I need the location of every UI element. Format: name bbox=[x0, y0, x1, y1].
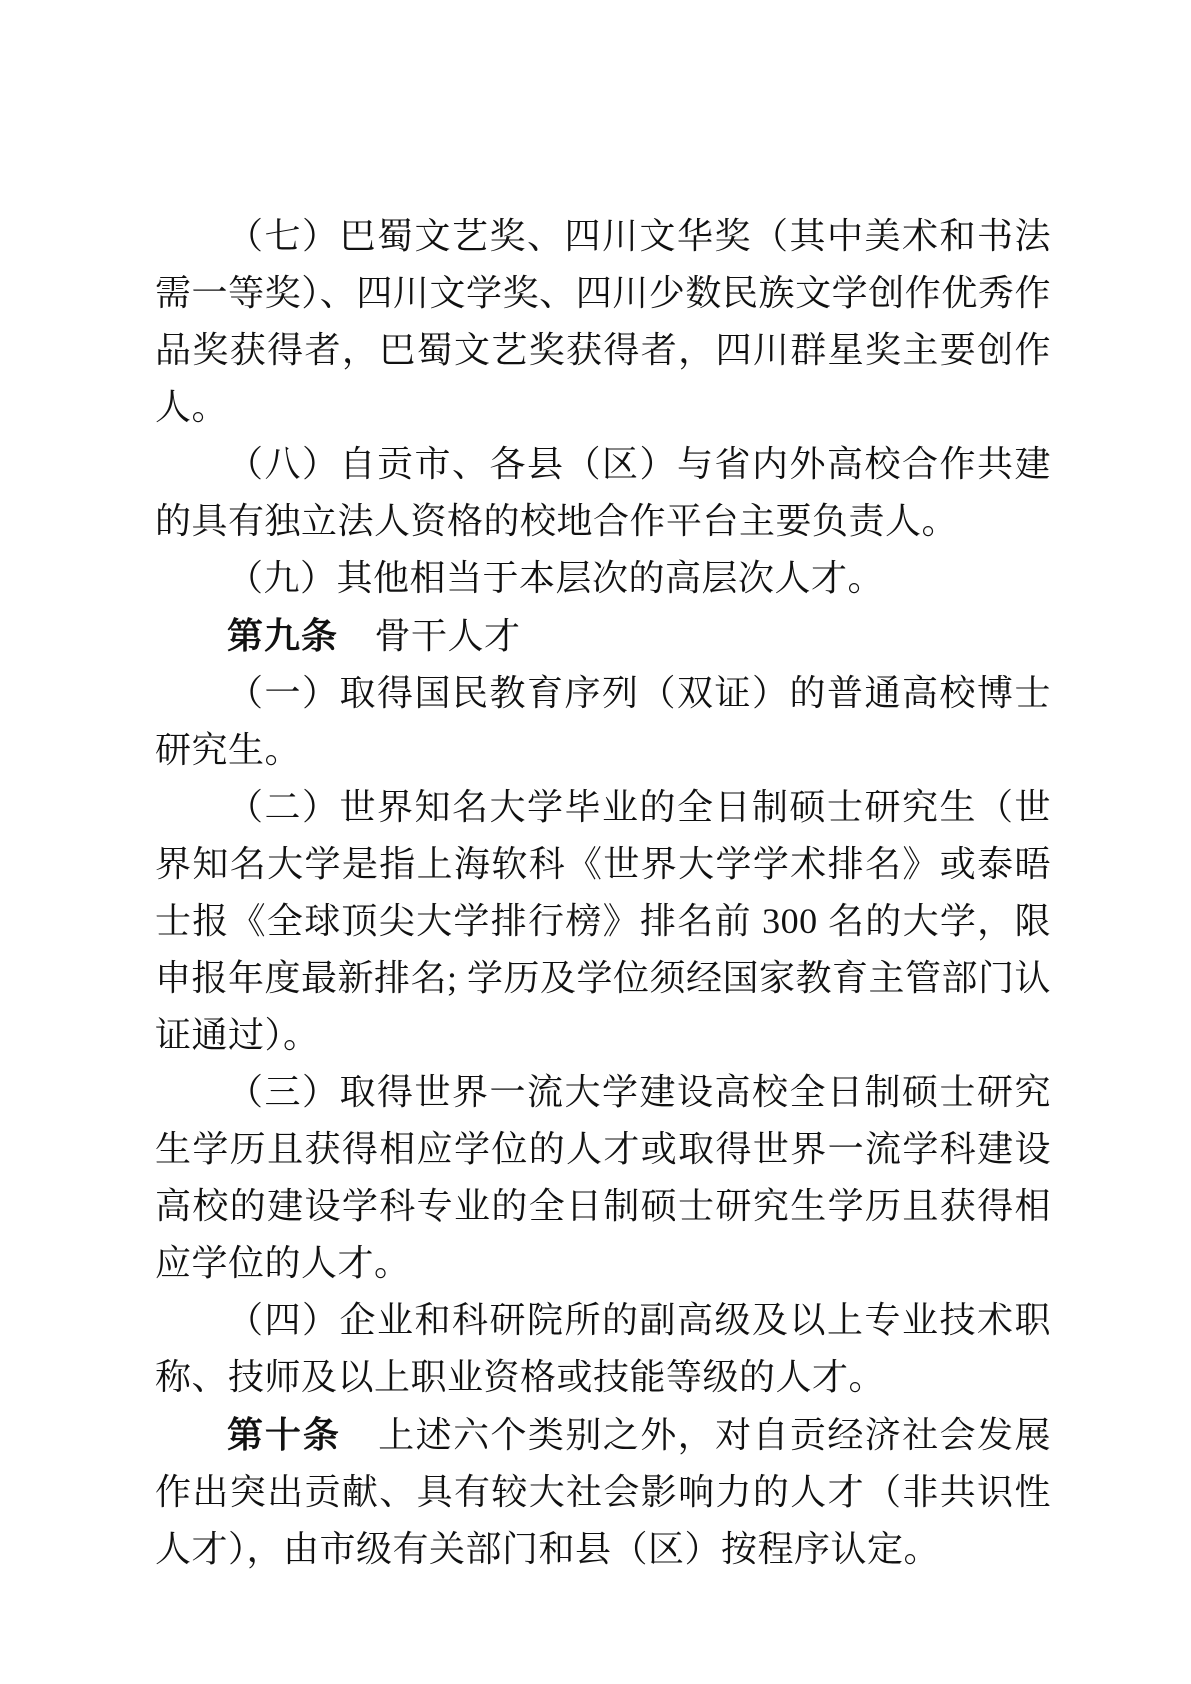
paragraph bbox=[155, 1064, 1051, 1292]
paragraph: 第十条 上述六个类别之外，对自贡经济社会发展作出突出贡献、具有较大社会影响力的人才（非共识性人才），由市级有关部门和县（区）按程序认定。 bbox=[155, 1414, 1051, 1569]
paragraph-text: （九）其他相当于本层次的高层次人才。 bbox=[227, 558, 885, 598]
document-body bbox=[155, 208, 1051, 1578]
paragraph bbox=[155, 1292, 1051, 1406]
paragraph-text: （四）企业和科研院所的副高级及以上专业技术职称、技师及以上职业资格或技能等级的人才。 bbox=[155, 1300, 1051, 1397]
article-number: 第十条 bbox=[227, 1414, 341, 1455]
paragraph-text: （二）世界知名大学毕业的全日制硕士研究生（世界知名大学是指上海软科《世界大学学术排名》或泰晤士报《全球顶尖大学排行榜》排名前 300 名的大学，限申报年度最新排名; 学历及学位须经国家教育主管部门认证通过）。 bbox=[155, 787, 1052, 1055]
paragraph-text: （三）取得世界一流大学建设高校全日制硕士研究生学历且获得相应学位的人才或取得世界一流学科建设高校的建设学科专业的全日制硕士研究生学历且获得相应学位的人才。 bbox=[155, 1072, 1051, 1283]
paragraph bbox=[155, 550, 1051, 607]
paragraph-text: （八）自贡市、各县（区）与省内外高校合作共建的具有独立法人资格的校地合作平台主要负责人。 bbox=[155, 444, 1051, 541]
paragraph bbox=[155, 208, 1051, 436]
paragraph bbox=[155, 436, 1051, 550]
paragraph-text: （七）巴蜀文艺奖、四川文华奖（其中美术和书法需一等奖）、四川文学奖、四川少数民族文学创作优秀作品奖获得者，巴蜀文艺奖获得者，四川群星奖主要创作人。 bbox=[155, 216, 1051, 427]
paragraph: 第九条 骨干人才 bbox=[227, 615, 521, 656]
article-number: 第九条 bbox=[227, 615, 339, 656]
paragraph bbox=[155, 779, 1051, 1064]
paragraph-text: （一）取得国民教育序列（双证）的普通高校博士研究生。 bbox=[155, 673, 1051, 770]
paragraph bbox=[155, 665, 1051, 779]
